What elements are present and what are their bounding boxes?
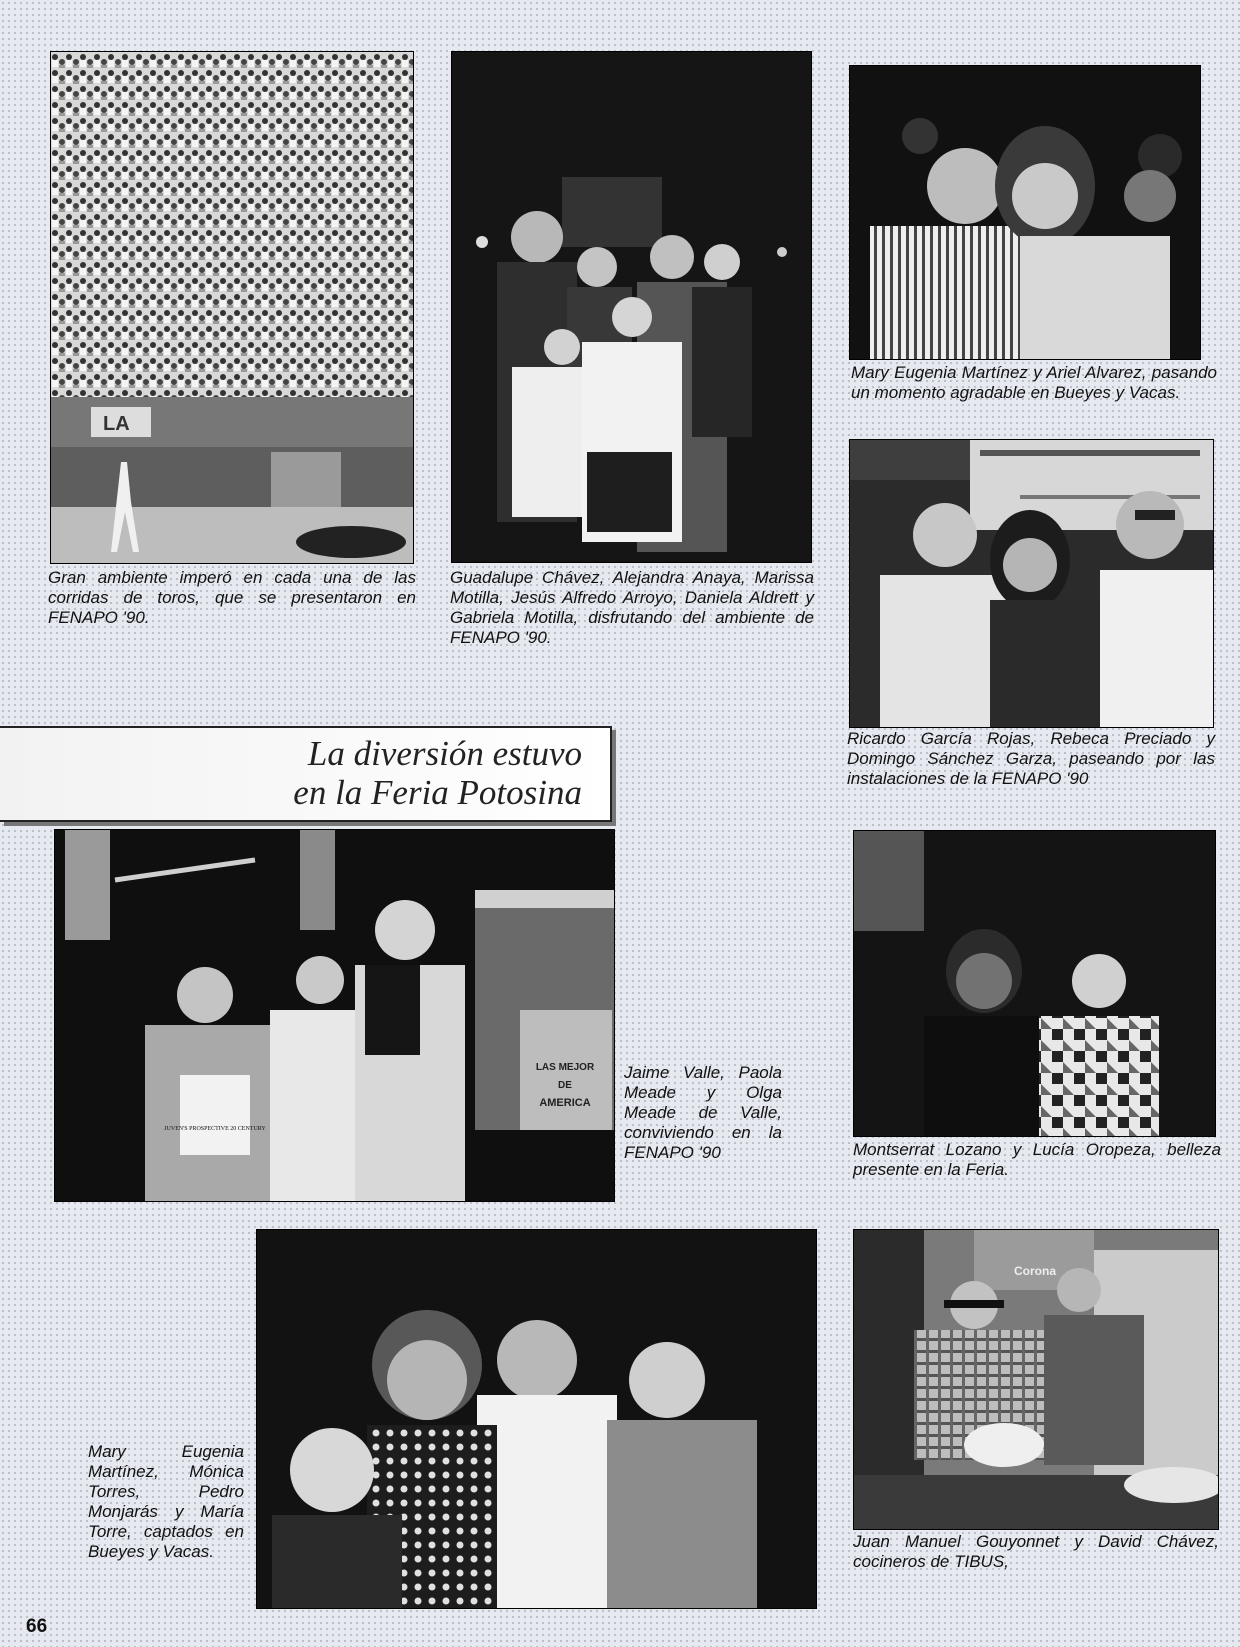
cooks-image [854, 1230, 1218, 1529]
shirt-text: JUVEN'S PROSPECTIVE 20 CENTURY [164, 1126, 266, 1132]
section-title-line2: en la Feria Potosina [293, 773, 582, 812]
four-friends-image [257, 1230, 816, 1608]
caption-fair-rides: Jaime Valle, Paola Meade y Olga Meade de Valle, conviviendo en la FENAPO '90 [624, 1063, 782, 1162]
page-number: 66 [26, 1616, 48, 1637]
beer-sign: Corona [1014, 1264, 1056, 1278]
photo-four-friends [256, 1229, 817, 1609]
photo-fair-rides [54, 829, 615, 1202]
section-title-line1: La diversión estuvo [307, 734, 582, 773]
photo-trio-stall [849, 439, 1214, 728]
photo-cooks [853, 1229, 1219, 1530]
caption-four-friends: Mary Eugenia Martínez, Mónica Torres, Pedro Monjarás y María Torre, captados en Bueyes y Vacas. [88, 1442, 244, 1561]
photo-bullfight-crowd [50, 51, 414, 564]
photo-couple-night [849, 65, 1201, 360]
ride-sign-line1: LAS MEJOR [535, 1062, 595, 1073]
photo-two-girls [853, 830, 1216, 1137]
family-group-image [452, 52, 811, 562]
two-girls-image [854, 831, 1215, 1136]
ride-sign-line3: AMERICA [539, 1097, 591, 1109]
arena-sign: LA [103, 413, 130, 435]
caption-couple-night: Mary Eugenia Martínez y Ariel Alvarez, pasando un momento agradable en Bueyes y Vacas. [851, 363, 1217, 402]
ride-sign-line2: DE [558, 1080, 572, 1091]
fair-rides-image [55, 830, 614, 1201]
photo-family-group [451, 51, 812, 563]
caption-cooks: Juan Manuel Gouyonnet y David Chávez, cocineros de TIBUS, [853, 1532, 1219, 1571]
couple-night-image [850, 66, 1200, 359]
bullfight-image [51, 52, 413, 563]
trio-stall-image [850, 440, 1213, 727]
caption-family-group: Guadalupe Chávez, Alejandra Anaya, Marissa Motilla, Jesús Alfredo Arroyo, Daniela Aldrett y Gabriela Motilla, disfrutando del ambiente de FENAPO '90. [450, 568, 814, 647]
caption-bullfight-crowd: Gran ambiente imperó en cada una de las corridas de toros, que se presentaron en FENAPO '90. [48, 568, 416, 627]
section-title-box [0, 726, 612, 822]
caption-two-girls: Montserrat Lozano y Lucía Oropeza, belleza presente en la Feria. [853, 1140, 1221, 1179]
caption-trio-stall: Ricardo García Rojas, Rebeca Preciado y Domingo Sánchez Garza, paseando por las instalaciones de la FENAPO '90 [847, 729, 1215, 788]
